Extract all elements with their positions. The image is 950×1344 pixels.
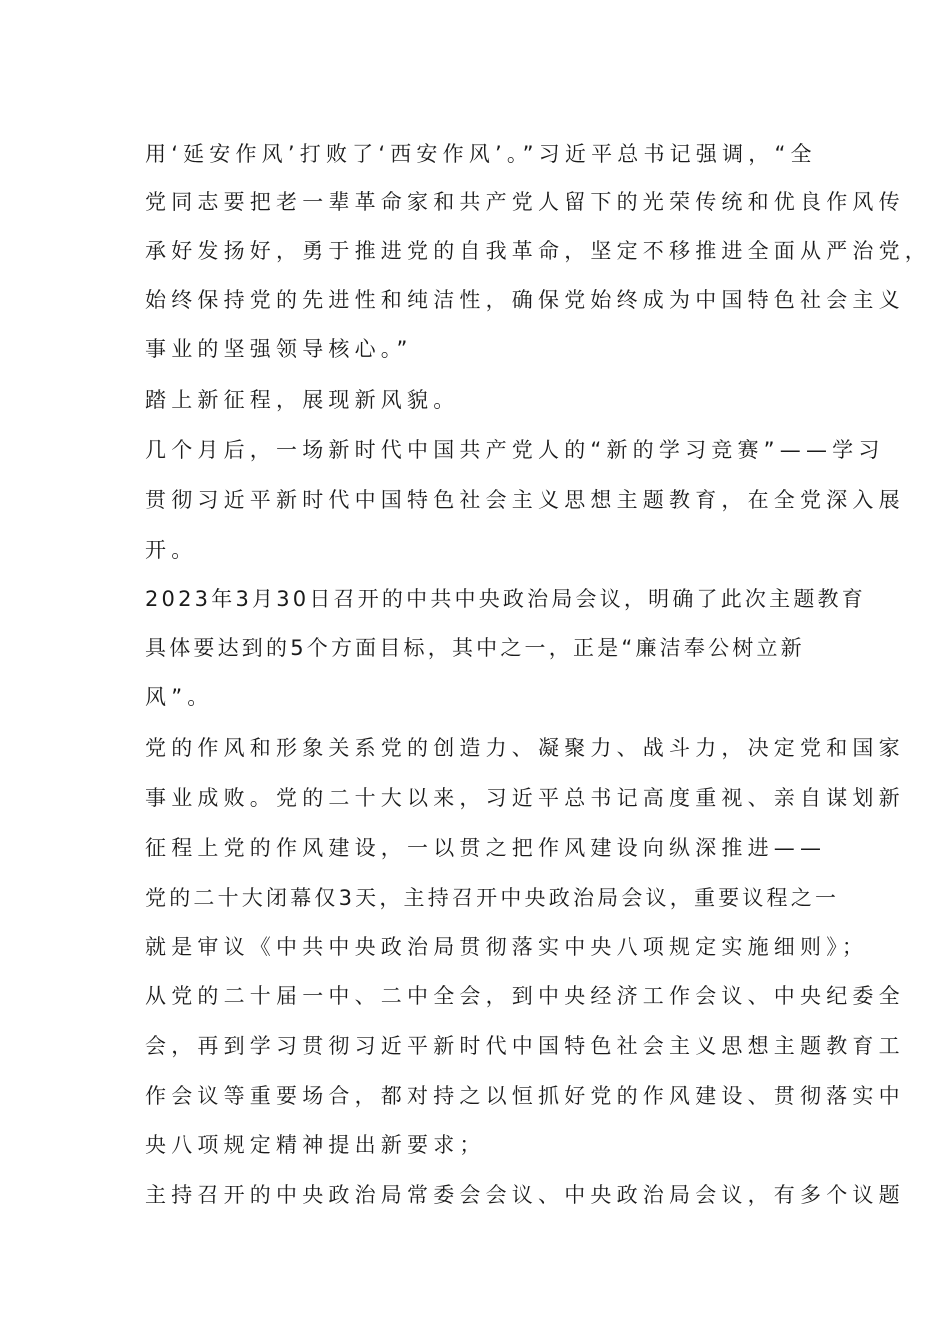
text-line: 从党的二十届一中、二中全会，到中央经济工作会议、中央纪委全 — [145, 984, 905, 1008]
text-line: 承好发扬好，勇于推进党的自我革命，坚定不移推进全面从严治党， — [145, 239, 931, 263]
text-line: 风”。 — [145, 685, 214, 709]
text-line: 征程上党的作风建设，一以贯之把作风建设向纵深推进—— — [145, 836, 827, 860]
text-line: 具体要达到的5个方面目标，其中之一，正是“廉洁奉公树立新 — [145, 636, 805, 660]
text-line: 作会议等重要场合，都对持之以恒抓好党的作风建设、贯彻落实中 — [145, 1084, 905, 1108]
text-line: 党的作风和形象关系党的创造力、凝聚力、战斗力，决定党和国家 — [145, 736, 905, 760]
text-line: 贯彻习近平新时代中国特色社会主义思想主题教育，在全党深入展 — [145, 488, 905, 512]
text-line: 事业成败。党的二十大以来，习近平总书记高度重视、亲自谋划新 — [145, 786, 905, 810]
text-line: 主持召开的中央政治局常委会会议、中央政治局会议，有多个议题 — [145, 1183, 905, 1207]
text-line: 党的二十大闭幕仅3天，主持召开中央政治局会议，重要议程之一 — [145, 886, 840, 910]
text-line: 央八项规定精神提出新要求； — [145, 1133, 486, 1157]
text-line: 会，再到学习贯彻习近平新时代中国特色社会主义思想主题教育工 — [145, 1034, 905, 1058]
text-line: 用‘延安作风’打败了‘西安作风’。”习近平总书记强调，“全 — [145, 142, 817, 166]
text-line: 事业的坚强领导核心。” — [145, 337, 413, 361]
text-line: 2023年3月30日召开的中共中央政治局会议，明确了此次主题教育 — [145, 587, 866, 611]
text-line: 踏上新征程，展现新风貌。 — [145, 388, 460, 412]
text-line: 几个月后，一场新时代中国共产党人的“新的学习竞赛”——学习 — [145, 438, 885, 462]
text-line: 党同志要把老一辈革命家和共产党人留下的光荣传统和优良作风传 — [145, 190, 905, 214]
text-line: 开。 — [145, 538, 198, 562]
text-line: 始终保持党的先进性和纯洁性，确保党始终成为中国特色社会主义 — [145, 288, 905, 312]
text-line: 就是审议《中共中央政治局贯彻落实中央八项规定实施细则》； — [145, 935, 869, 959]
